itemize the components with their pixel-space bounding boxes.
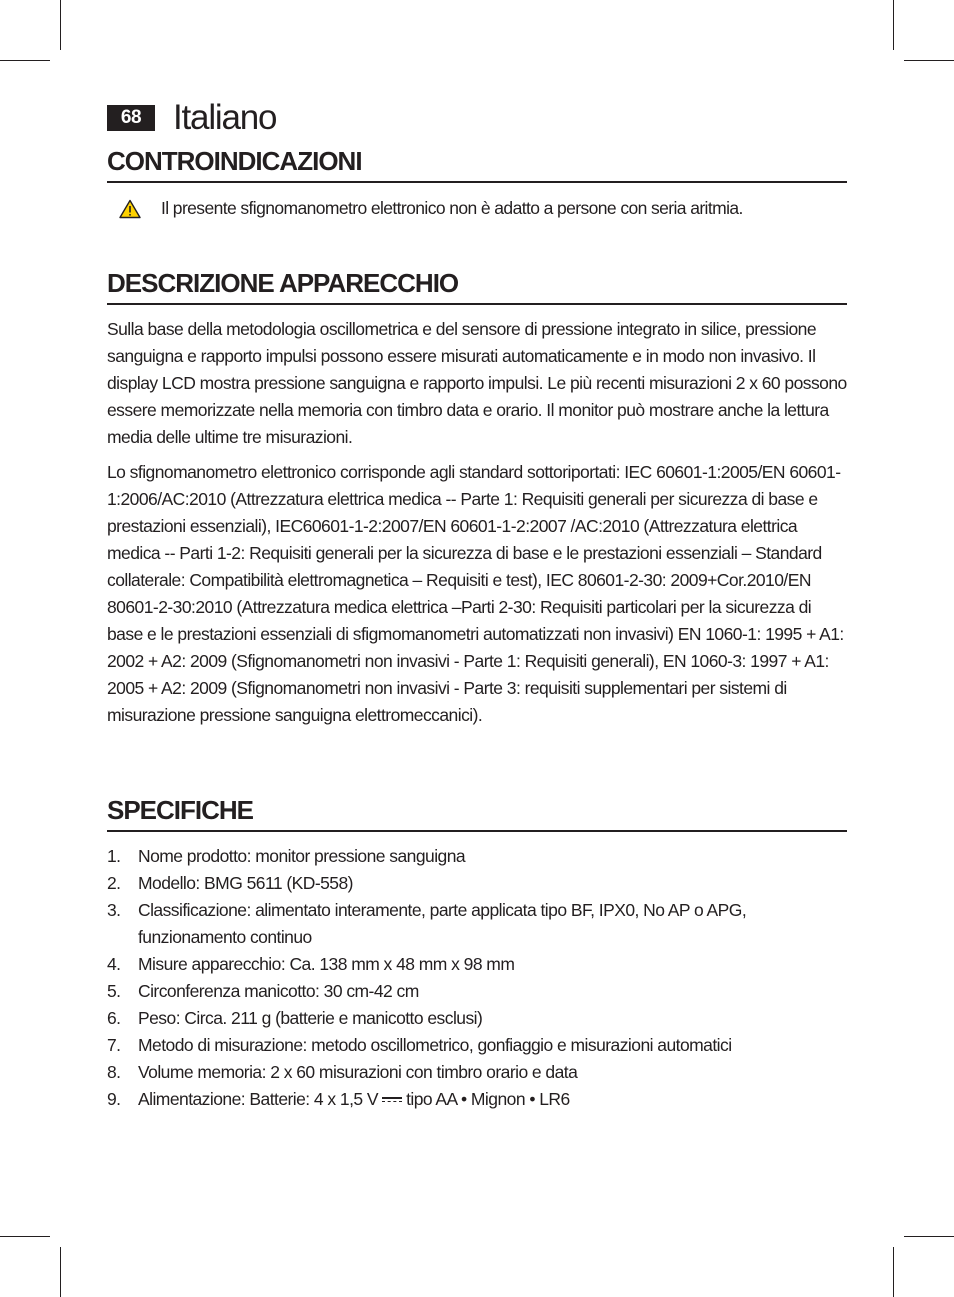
item-number: 4. bbox=[107, 954, 121, 974]
item-text: Circonferenza manicotto: 30 cm-42 cm bbox=[138, 981, 419, 1001]
dc-current-icon bbox=[381, 1094, 403, 1106]
page-number: 68 bbox=[107, 105, 155, 131]
crop-mark bbox=[60, 0, 61, 50]
list-item bbox=[107, 1059, 847, 1086]
standards-paragraph: Lo sfignomanometro elettronico corrisponde agli standard sottoriportati: IEC 60601-1:2005/EN 60601-1:2006/AC:2010 (Attrezzatura elettrica medica -- Parte 1: Requisiti generali per sicurezza di base e prestazioni essenziali), IEC60601-1-2:2007/EN 60601-1-2:2007 /AC:2010 (Attrezzatura elettrica medica -- Parti 1-2: Requisiti generali per la sicurezza di base e le prestazioni essenziali – Standard collaterale: Compatibilità elettromagnetica – Requisiti e test), IEC 80601-2-30: 2009+Cor.2010/EN 80601-2-30:2010 (Attrezzatura medica elettrica –Parti 2-30: Requisiti particolari per la sicurezza di base e le prestazioni essenziali di sfigmomanometri automatizzati non invasivi) EN 1060-1: 1995 + A1: 2002 + A2: 2009 (Sfignomanometri non invasivi - Parte 1: Requisiti generali), EN 1060-3: 1997 + A1: 2005 + A2: 2009 (Sfignomanometri non invasivi - Parte 3: requisiti supplementari per sistemi di misurazione pressione sanguigna elettromeccanici). bbox=[107, 462, 844, 725]
item-text: Volume memoria: 2 x 60 misurazioni con timbro orario e data bbox=[138, 1062, 578, 1082]
warning-row bbox=[107, 198, 847, 219]
description-paragraph: Sulla base della metodologia oscillometrica e del sensore di pressione integrato in silice, pressione sanguigna e rapporto impulsi possono essere misurati automaticamente e in modo non invasivo. Il display LCD mostra pressione sanguigna e rapporto impulsi. Le più recenti misurazioni 2 x 60 possono essere memorizzate nella memoria con timbro data e orario. Il monitor può mostrare anche la lettura media delle ultime tre misurazioni. bbox=[107, 319, 847, 447]
list-item bbox=[107, 870, 847, 897]
item-text bbox=[138, 1086, 847, 1113]
item-text: Metodo di misurazione: metodo oscillometrico, gonfiaggio e misurazioni automatici bbox=[138, 1035, 732, 1055]
item-number: 2. bbox=[107, 873, 121, 893]
item-number: 9. bbox=[107, 1089, 121, 1109]
item-text: Classificazione: alimentato interamente, parte applicata tipo BF, IPX0, No AP o APG, funzionamento continuo bbox=[138, 900, 747, 947]
list-item bbox=[107, 897, 847, 951]
specs-title: SPECIFICHE bbox=[107, 794, 847, 832]
description-title: DESCRIZIONE APPARECCHIO bbox=[107, 267, 847, 305]
item-text: Modello: BMG 5611 (KD-558) bbox=[138, 873, 353, 893]
contraindications-section bbox=[107, 145, 847, 219]
list-item bbox=[107, 843, 847, 870]
contraindications-title: CONTROINDICAZIONI bbox=[107, 145, 847, 183]
crop-mark bbox=[893, 0, 894, 50]
item-number: 6. bbox=[107, 1008, 121, 1028]
description-section bbox=[107, 267, 847, 729]
power-text: Alimentazione: Batterie: 4 x 1,5 V bbox=[138, 1089, 379, 1109]
list-item bbox=[107, 978, 847, 1005]
crop-mark bbox=[0, 60, 50, 61]
item-text: Misure apparecchio: Ca. 138 mm x 48 mm x 98 mm bbox=[138, 954, 515, 974]
crop-mark bbox=[904, 1236, 954, 1237]
warning-text: Il presente sfignomanometro elettronico non è adatto a persone con seria aritmia. bbox=[161, 198, 743, 218]
crop-mark bbox=[904, 60, 954, 61]
item-text: Peso: Circa. 211 g (batterie e manicotto esclusi) bbox=[138, 1008, 483, 1028]
item-number: 8. bbox=[107, 1062, 121, 1082]
warning-triangle-icon bbox=[119, 199, 141, 219]
item-text: Nome prodotto: monitor pressione sanguigna bbox=[138, 846, 466, 866]
list-item bbox=[107, 1005, 847, 1032]
item-number: 7. bbox=[107, 1035, 121, 1055]
list-item bbox=[107, 1032, 847, 1059]
crop-mark bbox=[0, 1236, 50, 1237]
page-header bbox=[107, 98, 276, 138]
specs-list bbox=[107, 843, 847, 1113]
list-item bbox=[107, 1086, 847, 1113]
language-title: Italiano bbox=[173, 98, 277, 137]
list-item bbox=[107, 951, 847, 978]
specs-section bbox=[107, 794, 847, 1113]
item-number: 1. bbox=[107, 846, 121, 866]
crop-mark bbox=[60, 1247, 61, 1297]
battery-type-text: tipo AA • Mignon • LR6 bbox=[406, 1089, 570, 1109]
item-number: 5. bbox=[107, 981, 121, 1001]
item-number: 3. bbox=[107, 900, 121, 920]
crop-mark bbox=[893, 1247, 894, 1297]
